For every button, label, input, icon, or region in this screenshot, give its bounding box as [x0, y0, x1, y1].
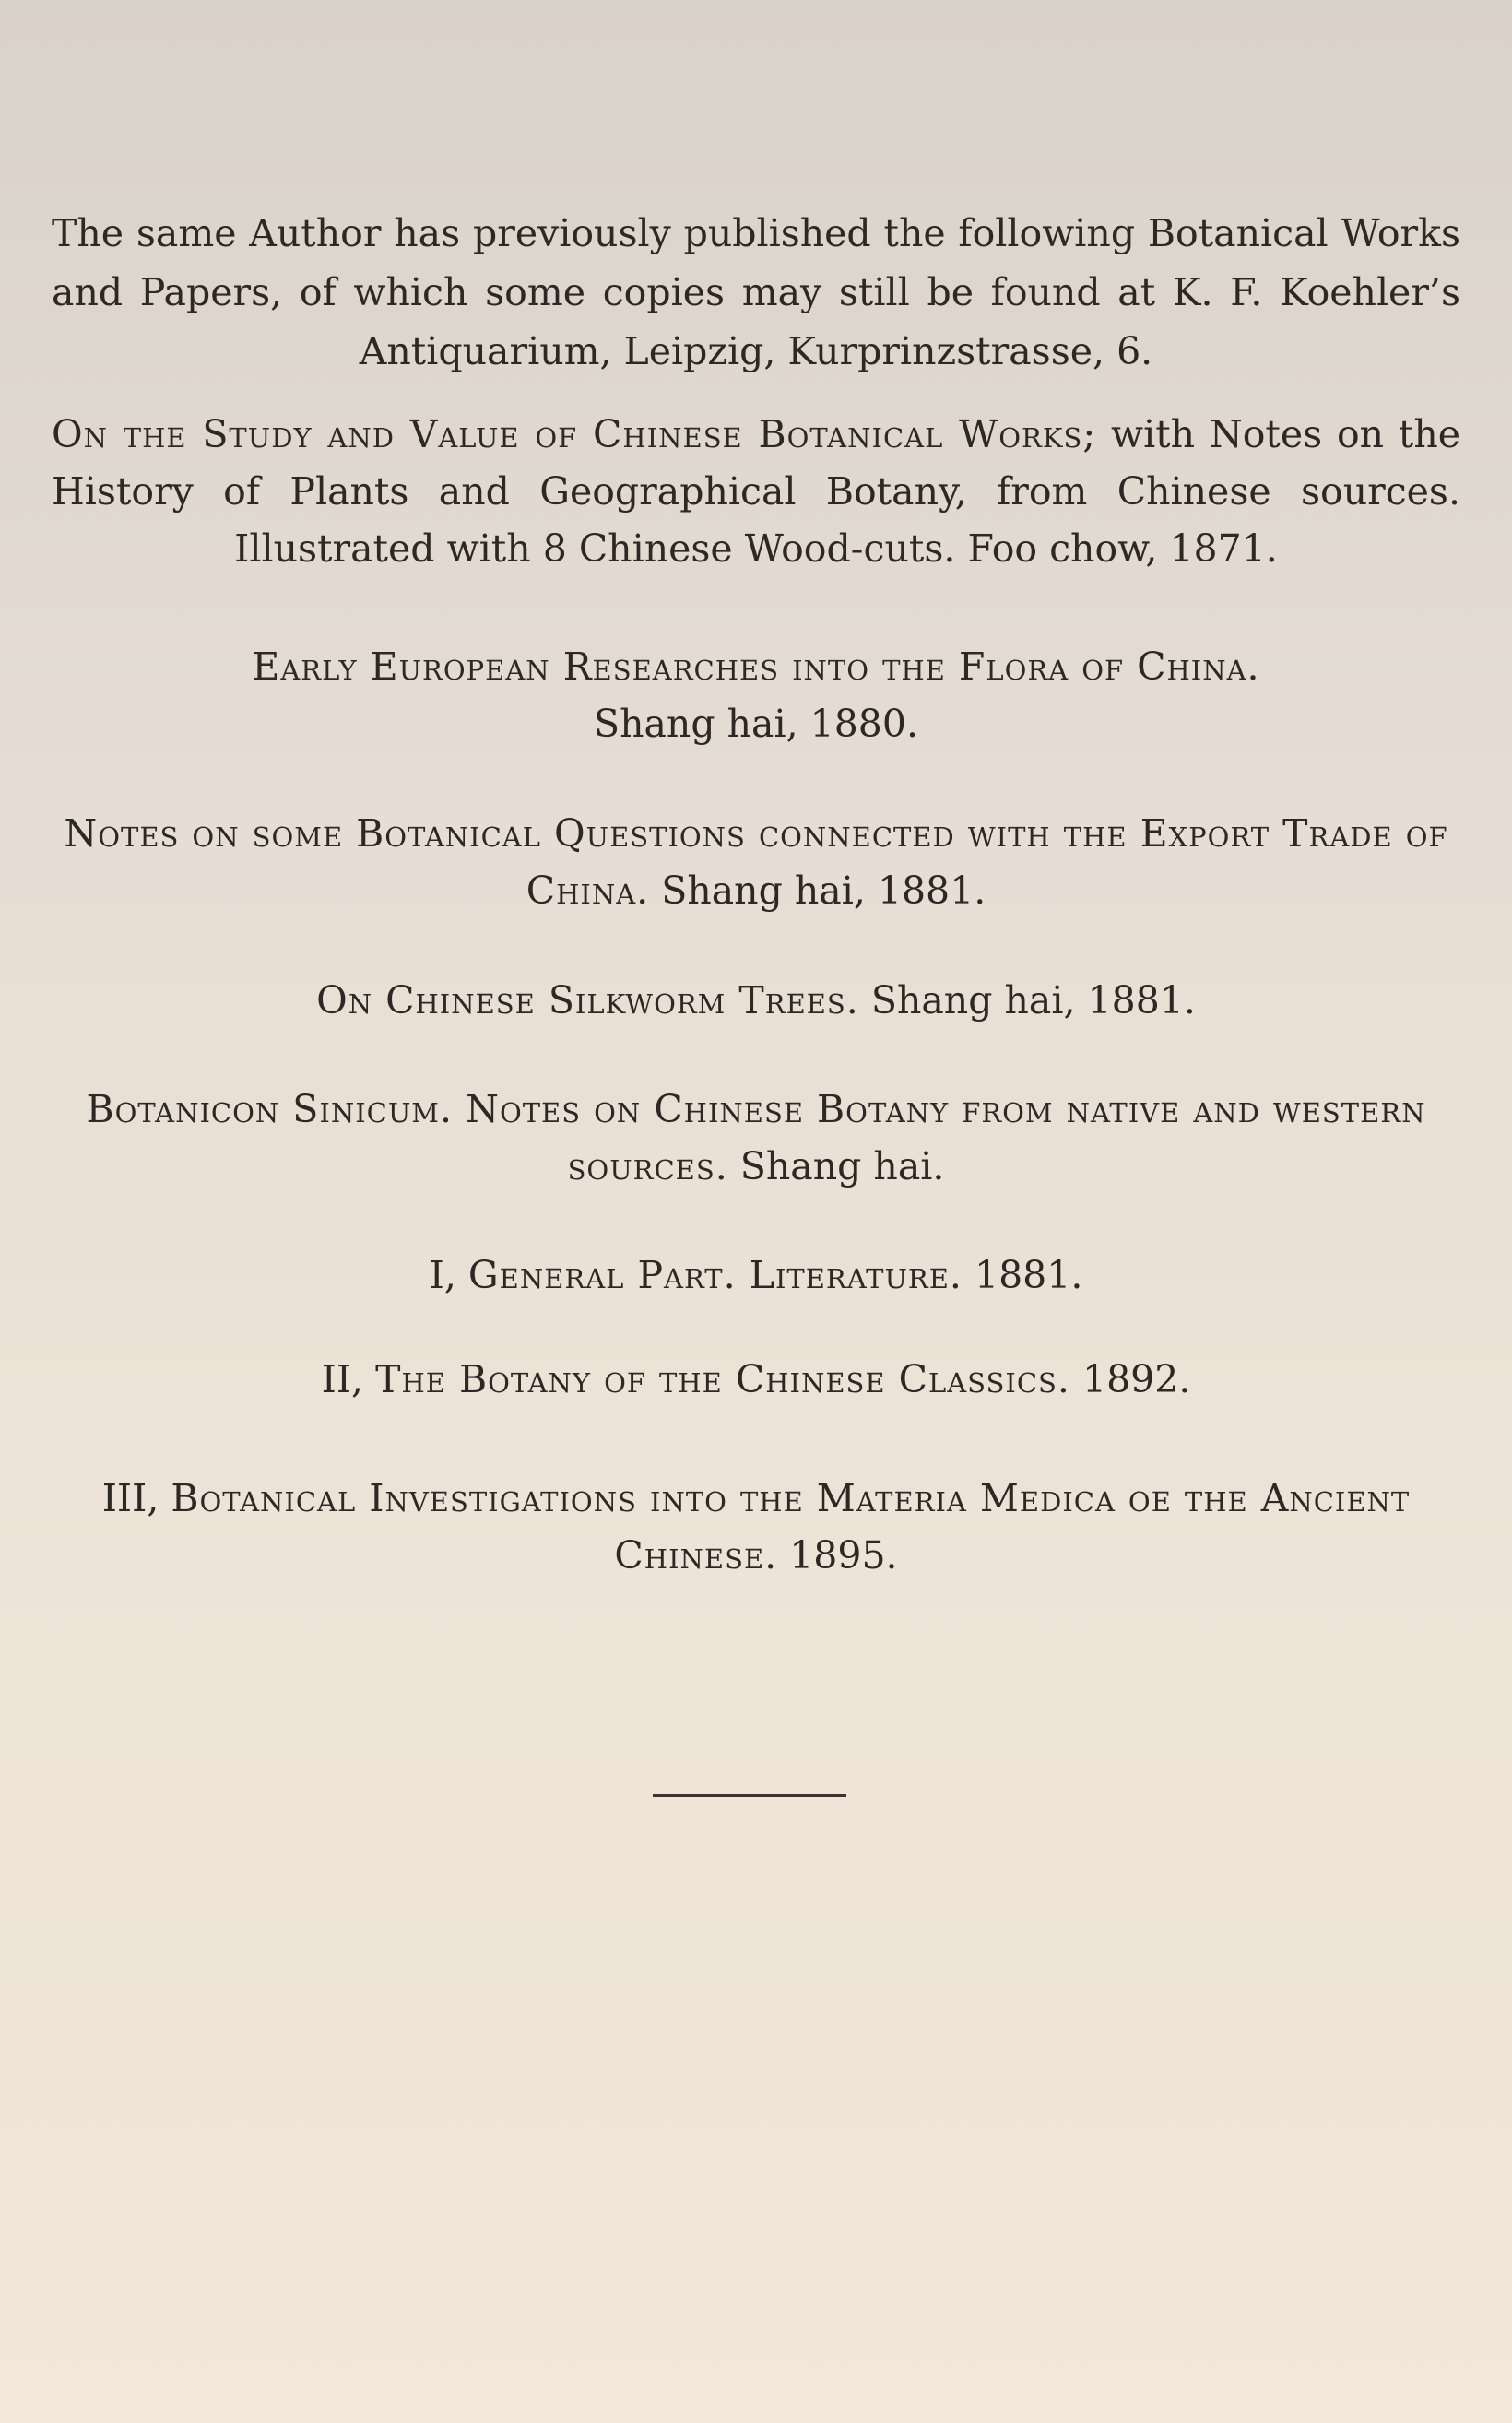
part-year: 1892.: [1081, 1357, 1191, 1401]
work-entry-botanicon-sinicum: [52, 1081, 1460, 1195]
work-entry-early-european: [52, 638, 1460, 752]
work-title: On Chinese Silkworm Trees.: [316, 978, 859, 1022]
part-title: General Part. Literature.: [467, 1253, 963, 1297]
work-details: with Notes on the History of Plants and Geographical Botany, from Chinese sources. Illustrated with 8 Chinese Wood-cuts. Foo chow, 1871.: [52, 412, 1460, 571]
part-numeral: II,: [321, 1357, 364, 1401]
part-year: 1895.: [789, 1533, 898, 1578]
part-entry-materia-medica: [52, 1470, 1460, 1584]
work-details: Shang hai, 1881.: [870, 978, 1196, 1022]
part-numeral: III,: [101, 1476, 159, 1520]
intro-paragraph: The same Author has previously published the following Botanical Works and Papers, of which some copies may still be found at K. F. Koehler’s Antiquarium, Leipzig, Kurprinzstrasse, 6.: [52, 211, 1460, 373]
part-title: Botanical Investigations into the Materia Medica oe the Ancient Chinese.: [171, 1476, 1411, 1578]
work-details: Shang hai.: [739, 1144, 945, 1188]
work-details: Shang hai, 1881.: [661, 869, 986, 913]
part-entry-classics: [52, 1351, 1460, 1408]
part-entry-general: [52, 1247, 1460, 1304]
work-entry-study-value: [52, 406, 1460, 577]
work-title: Notes on some Botanical Questions connected with the Export Trade of China.: [64, 811, 1448, 913]
part-year: 1881.: [974, 1253, 1083, 1297]
part-title: The Botany of the Chinese Classics.: [375, 1357, 1070, 1401]
work-details: Shang hai, 1880.: [593, 702, 919, 746]
work-title: Botanicon Sinicum. Notes on Chinese Botany from native and western sources.: [86, 1087, 1426, 1188]
work-entry-silkworm-trees: [52, 972, 1460, 1029]
work-entry-botanical-questions: [52, 805, 1460, 919]
work-title: On the Study and Value of Chinese Botanical Works;: [52, 412, 1097, 456]
section-divider-rule: [653, 1794, 846, 1797]
work-title: Early European Researches into the Flora of China.: [252, 644, 1260, 689]
part-numeral: I,: [429, 1253, 456, 1297]
